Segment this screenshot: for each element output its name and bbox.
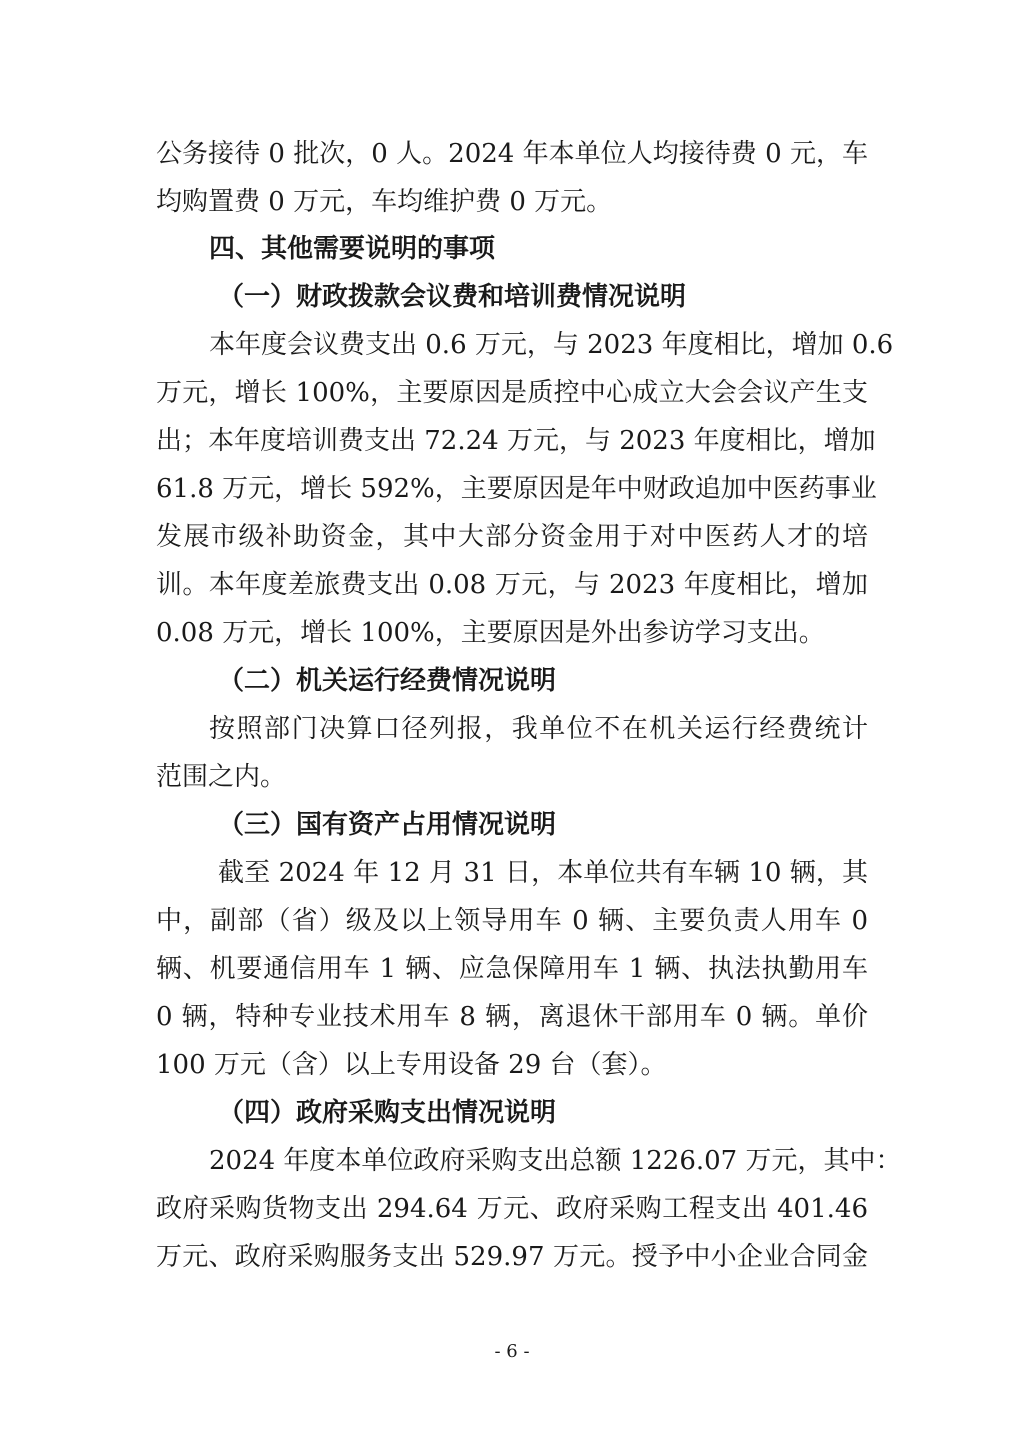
body-line: 万元，增长 100%，主要原因是质控中心成立大会会议产生支 (156, 378, 868, 408)
body-line: 范围之内。 (156, 762, 287, 792)
body-line: 公务接待 0 批次，0 人。2024 年本单位人均接待费 0 元，车 (156, 139, 868, 169)
body-line: 本年度会议费支出 0.6 万元，与 2023 年度相比，增加 0.6 (209, 330, 894, 360)
subsection-heading: （三）国有资产占用情况说明 (218, 810, 557, 840)
body-line: 截至 2024 年 12 月 31 日，本单位共有车辆 10 辆，其 (218, 858, 868, 888)
section-heading: 四、其他需要说明的事项 (209, 234, 496, 264)
body-line: 按照部门决算口径列报，我单位不在机关运行经费统计 (209, 714, 868, 744)
body-line: 发展市级补助资金，其中大部分资金用于对中医药人才的培 (156, 522, 868, 552)
page-number: - 6 - (494, 1341, 530, 1362)
body-line: 61.8 万元，增长 592%，主要原因是年中财政追加中医药事业 (156, 474, 877, 504)
body-line: 训。本年度差旅费支出 0.08 万元，与 2023 年度相比，增加 (156, 570, 868, 600)
body-line: 出；本年度培训费支出 72.24 万元，与 2023 年度相比，增加 (156, 426, 876, 456)
body-line: 辆、机要通信用车 1 辆、应急保障用车 1 辆、执法执勤用车 (156, 954, 868, 984)
subsection-heading: （四）政府采购支出情况说明 (218, 1098, 557, 1128)
body-line: 政府采购货物支出 294.64 万元、政府采购工程支出 401.46 (156, 1194, 868, 1224)
subsection-heading: （一）财政拨款会议费和培训费情况说明 (218, 282, 687, 312)
body-line: 100 万元（含）以上专用设备 29 台（套）。 (156, 1050, 667, 1080)
body-line: 万元、政府采购服务支出 529.97 万元。授予中小企业合同金 (156, 1242, 868, 1272)
body-line: 2024 年度本单位政府采购支出总额 1226.07 万元，其中： (209, 1146, 902, 1176)
body-line: 0 辆，特种专业技术用车 8 辆，离退休干部用车 0 辆。单价 (156, 1002, 868, 1032)
subsection-heading: （二）机关运行经费情况说明 (218, 666, 557, 696)
body-line: 0.08 万元，增长 100%，主要原因是外出参访学习支出。 (156, 618, 825, 648)
body-line: 均购置费 0 万元，车均维护费 0 万元。 (156, 187, 613, 217)
body-line: 中，副部（省）级及以上领导用车 0 辆、主要负责人用车 0 (156, 906, 868, 936)
